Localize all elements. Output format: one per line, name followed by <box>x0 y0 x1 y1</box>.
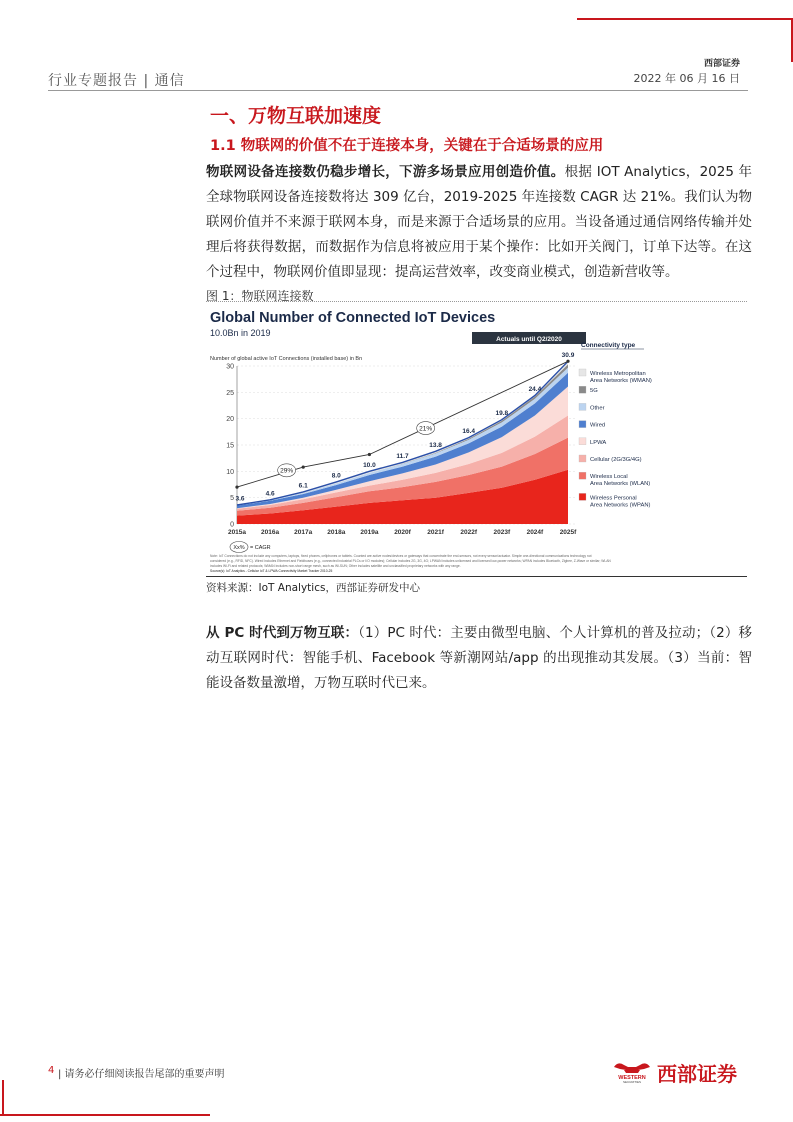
legend-swatch <box>579 455 586 462</box>
data-label: 30.9 <box>561 351 575 359</box>
cagr-point <box>235 486 238 489</box>
legend-swatch <box>579 403 586 410</box>
y-tick-label: 15 <box>226 442 234 450</box>
x-tick-label: 2022f <box>460 529 478 536</box>
header-divider <box>48 90 748 91</box>
chart-legend <box>579 369 652 508</box>
legend-label: Other <box>590 405 605 412</box>
subsection-heading: 1.1 物联网的价值不在于连接本身，关键在于合适场景的应用 <box>210 138 604 154</box>
section-heading: 一、万物互联加速度 <box>210 105 382 127</box>
cagr-point <box>302 466 305 469</box>
y-tick-label: 10 <box>226 468 234 476</box>
legend-swatch <box>579 421 586 428</box>
chart-note: considered (e.g., RFID, NFC). Wired includes Ethernet and Fieldbuses (e.g., connected industrial PLCs or I/O modules); Cellular includes 2G, 3G, 4G; LPWAN includes unlicensed and licensed low-power networks; WPAN includes Bluetooth, Zigbee, Z-Wave or similar; WLAN <box>210 559 611 563</box>
y-tick-label: 30 <box>226 363 234 371</box>
chart-title: Global Number of Connected IoT Devices <box>210 310 496 326</box>
y-tick-label: 25 <box>226 389 234 397</box>
x-tick-label: 2018a <box>327 529 346 536</box>
x-tick-label: 2023f <box>493 529 511 536</box>
plot-area <box>226 352 577 553</box>
data-label: 4.6 <box>265 490 275 498</box>
cagr-point <box>368 453 371 456</box>
legend-label: 5G <box>590 388 598 395</box>
legend-label: Wired <box>590 422 606 429</box>
legend-swatch <box>579 472 586 479</box>
chart-note: includes Wi-Fi and related protocols; WMAN includes non-short range mesh, such as Wi-SUN; Other includes satellite and unclassified proprietary networks with any range. <box>210 564 461 568</box>
y-tick-label: 5 <box>230 495 234 503</box>
x-tick-label: 2017a <box>294 529 313 536</box>
legend-label: Wireless Metropolitan <box>590 371 646 377</box>
paragraph-lead: 从 PC 时代到万物互联： <box>206 625 359 641</box>
data-label: 16.4 <box>462 428 476 436</box>
paragraph-iot-growth <box>206 160 752 285</box>
data-label: 13.8 <box>429 441 442 449</box>
report-date: 2022 年 06 月 16 日 <box>633 72 740 85</box>
chart-notes <box>210 554 611 573</box>
paragraph-body: 根据 IOT Analytics，2025 年全球物联网设备连接数将达 309 亿台，2019-2025 年连接数 CAGR 达 21%。我们认为物联网价值并不来源于联网本身，而是来源于合适场景的应用。当设备通过通信网络传输并处理后将获得数据，而数据作为信息将被应用于某个操作：比如开关阀门，订单下达等。在这个过程中，物联网价值即显现：提高运营效率，改变商业模式，创造新营收等。 <box>206 164 753 280</box>
data-label: 24.4 <box>528 385 542 393</box>
chart-subtitle: 10.0Bn in 2019 <box>210 328 271 338</box>
data-label: 6.1 <box>298 482 308 490</box>
figure-caption: 图 1：物联网连接数 <box>206 289 314 303</box>
brand-logo <box>608 1061 656 1087</box>
x-tick-label: 2019a <box>360 529 379 536</box>
paragraph-pc-era <box>206 621 752 696</box>
data-label: 11.7 <box>396 452 409 460</box>
data-label: 10.0 <box>363 461 376 469</box>
cagr-key-label: = CAGR <box>250 545 271 552</box>
bull-logo-icon <box>608 1061 656 1083</box>
svg-text:SECURITIES: SECURITIES <box>622 1080 642 1083</box>
x-tick-label: 2015a <box>227 529 247 536</box>
x-tick-label: 2025f <box>559 529 577 536</box>
svg-text:WESTERN: WESTERN <box>618 1075 646 1081</box>
iot-chart <box>206 303 747 576</box>
legend-label: Wireless Local <box>590 474 628 481</box>
figure-bottom-rule <box>206 576 747 577</box>
page-number: 4 <box>48 1065 55 1076</box>
legend-label-line2: Area Networks (WLAN) <box>590 481 651 488</box>
report-category: 行业专题报告 | 通信 <box>48 73 185 89</box>
legend-label: Wireless Personal <box>590 495 637 502</box>
paragraph-body: （1）PC 时代：主要由微型电脑、个人计算机的普及拉动；（2）移动互联网时代：智能手机、Facebook 等新潮网站/app 的出现推动其发展。（3）当前：智能设备数量激增，万物互联时代已来。 <box>206 625 752 691</box>
disclaimer-note: | 请务必仔细阅读报告尾部的重要声明 <box>58 1069 225 1080</box>
chart-ylabel: Number of global active IoT Connections (installed base) in Bn <box>210 356 363 362</box>
cagr-key-sample: Xx% <box>233 545 245 552</box>
chart-note: Note: IoT Connections do not include any computers, laptops, fixed phones, cellphones or tablets. Counted are active nodes/devices or gateways that concentrate the end-sensors, not every sensor/actuator. Simple one-directional communications technology not <box>210 554 592 558</box>
cagr-point <box>566 360 569 363</box>
legend-swatch <box>579 386 586 393</box>
legend-label-line2: Area Networks (WMAN) <box>590 378 652 384</box>
corner-decoration-bottom-vertical <box>2 1080 4 1116</box>
data-label: 3.6 <box>235 495 245 503</box>
legend-title: Connectivity type <box>581 342 636 349</box>
legend-label: LPWA <box>590 439 607 446</box>
cagr-label: 29% <box>280 467 294 475</box>
x-tick-label: 2020f <box>394 529 411 536</box>
chart-note: Source(s): IoT Analytics - Cellular IoT & LPWA Connectivity Market Tracker 2010-25 <box>210 569 333 573</box>
corner-decoration-top <box>577 18 793 20</box>
corner-decoration-bottom <box>0 1114 210 1116</box>
y-tick-label: 20 <box>226 416 234 424</box>
header-brand: 西部证券 <box>703 59 740 69</box>
iot-chart-svg <box>206 303 747 576</box>
brand-name: 西部证券 <box>657 1062 737 1086</box>
x-tick-label: 2024f <box>526 529 544 536</box>
actuals-label: Actuals until Q2/2020 <box>496 336 562 343</box>
legend-swatch <box>579 493 586 500</box>
x-tick-label: 2021f <box>427 529 444 536</box>
legend-label-line2: Area Networks (WPAN) <box>590 502 651 509</box>
legend-swatch <box>579 369 586 376</box>
paragraph-lead: 物联网设备连接数仍稳步增长，下游多场景应用创造价值。 <box>206 164 565 180</box>
legend-label: Cellular (2G/3G/4G) <box>590 457 642 463</box>
x-tick-label: 2016a <box>261 529 280 536</box>
data-label: 19.8 <box>495 410 509 418</box>
y-tick-label: 0 <box>230 521 234 529</box>
legend-swatch <box>579 438 586 445</box>
cagr-label: 21% <box>419 425 433 433</box>
figure-source: 资料来源：IoT Analytics，西部证券研发中心 <box>206 582 420 594</box>
data-label: 8.0 <box>331 472 341 480</box>
